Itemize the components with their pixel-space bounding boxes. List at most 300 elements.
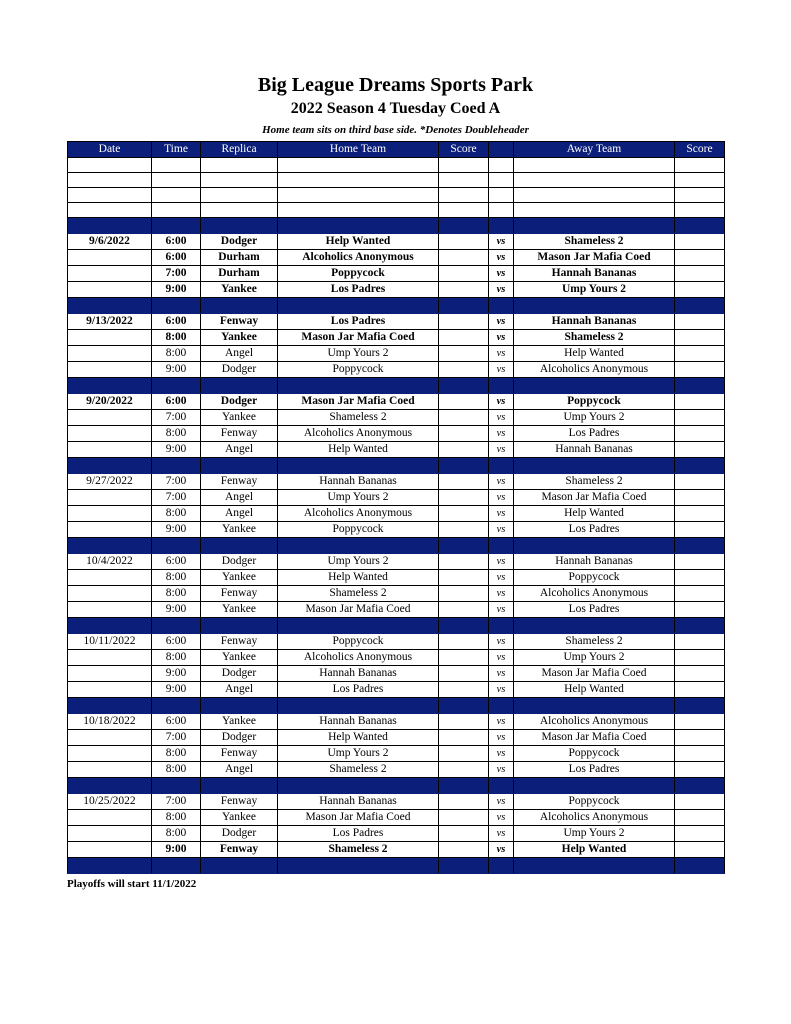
game-row	[68, 666, 725, 682]
home-score	[439, 426, 489, 442]
col-header-home-team: Home Team	[278, 142, 439, 158]
away-score	[675, 426, 725, 442]
home-team: Alcoholics Anonymous	[278, 650, 439, 666]
home-team: Help Wanted	[278, 570, 439, 586]
game-field: Fenway	[201, 426, 278, 442]
home-score	[439, 746, 489, 762]
separator-cell	[514, 778, 675, 794]
game-field: Fenway	[201, 314, 278, 330]
game-row	[68, 490, 725, 506]
home-team: Los Padres	[278, 826, 439, 842]
vs-label: vs	[489, 250, 514, 266]
game-row	[68, 762, 725, 778]
game-date	[68, 362, 152, 378]
home-team: Poppycock	[278, 266, 439, 282]
home-score	[439, 282, 489, 298]
game-field: Yankee	[201, 330, 278, 346]
home-team: Ump Yours 2	[278, 554, 439, 570]
home-team: Los Padres	[278, 682, 439, 698]
game-field: Yankee	[201, 522, 278, 538]
game-field: Yankee	[201, 570, 278, 586]
separator-cell	[675, 218, 725, 234]
away-score	[675, 634, 725, 650]
page-title: Big League Dreams Sports Park	[257, 74, 534, 96]
game-field: Yankee	[201, 410, 278, 426]
game-date: 10/11/2022	[68, 634, 152, 650]
away-team: Poppycock	[514, 794, 675, 810]
separator-cell	[514, 698, 675, 714]
home-team: Mason Jar Mafia Coed	[278, 810, 439, 826]
separator-cell	[514, 538, 675, 554]
away-team: Hannah Bananas	[514, 442, 675, 458]
home-score	[439, 362, 489, 378]
separator-cell	[278, 378, 439, 394]
week-separator	[68, 698, 725, 714]
game-date: 10/25/2022	[68, 794, 152, 810]
away-team: Alcoholics Anonymous	[514, 586, 675, 602]
game-row	[68, 810, 725, 826]
game-row	[68, 714, 725, 730]
week-separator	[68, 298, 725, 314]
game-row	[68, 842, 725, 858]
game-time: 9:00	[152, 602, 201, 618]
away-score	[675, 266, 725, 282]
away-team: Los Padres	[514, 762, 675, 778]
away-team: Ump Yours 2	[514, 826, 675, 842]
separator-cell	[514, 618, 675, 634]
home-score	[439, 506, 489, 522]
vs-label: vs	[489, 522, 514, 538]
separator-cell	[675, 698, 725, 714]
schedule-body	[68, 158, 725, 874]
game-date	[68, 746, 152, 762]
separator-cell	[439, 218, 489, 234]
separator-cell	[278, 858, 439, 874]
away-score	[675, 554, 725, 570]
away-score	[675, 810, 725, 826]
separator-cell	[675, 538, 725, 554]
vs-label: vs	[489, 634, 514, 650]
game-date: 9/6/2022	[68, 234, 152, 250]
away-team: Mason Jar Mafia Coed	[514, 490, 675, 506]
game-row	[68, 682, 725, 698]
game-field: Dodger	[201, 234, 278, 250]
away-score	[675, 410, 725, 426]
away-score	[675, 506, 725, 522]
vs-label: vs	[489, 506, 514, 522]
game-time: 6:00	[152, 314, 201, 330]
separator-cell	[489, 538, 514, 554]
game-field: Angel	[201, 682, 278, 698]
home-team: Los Padres	[278, 314, 439, 330]
home-team: Mason Jar Mafia Coed	[278, 330, 439, 346]
home-team: Shameless 2	[278, 410, 439, 426]
week-separator	[68, 378, 725, 394]
away-score	[675, 762, 725, 778]
separator-cell	[489, 858, 514, 874]
game-time: 8:00	[152, 346, 201, 362]
away-team: Mason Jar Mafia Coed	[514, 730, 675, 746]
game-row	[68, 634, 725, 650]
playoffs-note: Playoffs will start 11/1/2022	[67, 878, 197, 890]
game-date	[68, 682, 152, 698]
away-team: Poppycock	[514, 394, 675, 410]
home-score	[439, 570, 489, 586]
game-date	[68, 522, 152, 538]
game-time: 6:00	[152, 554, 201, 570]
separator-cell	[278, 538, 439, 554]
home-score	[439, 442, 489, 458]
game-time: 9:00	[152, 842, 201, 858]
game-field: Dodger	[201, 394, 278, 410]
home-team: Poppycock	[278, 522, 439, 538]
separator-cell	[152, 618, 201, 634]
game-time: 9:00	[152, 666, 201, 682]
separator-cell	[514, 218, 675, 234]
separator-cell	[439, 778, 489, 794]
home-score	[439, 474, 489, 490]
game-field: Yankee	[201, 602, 278, 618]
separator-cell	[152, 378, 201, 394]
separator-cell	[152, 698, 201, 714]
vs-label: vs	[489, 490, 514, 506]
game-field: Fenway	[201, 794, 278, 810]
away-score	[675, 362, 725, 378]
home-team: Ump Yours 2	[278, 746, 439, 762]
blank-row	[68, 203, 725, 218]
away-score	[675, 826, 725, 842]
blank-row	[68, 173, 725, 188]
vs-label: vs	[489, 570, 514, 586]
game-row	[68, 586, 725, 602]
separator-cell	[152, 858, 201, 874]
separator-cell	[675, 618, 725, 634]
separator-cell	[201, 458, 278, 474]
away-score	[675, 714, 725, 730]
game-row	[68, 554, 725, 570]
game-date	[68, 442, 152, 458]
game-date	[68, 570, 152, 586]
week-separator	[68, 458, 725, 474]
game-date	[68, 666, 152, 682]
game-time: 9:00	[152, 362, 201, 378]
vs-label: vs	[489, 426, 514, 442]
home-team: Ump Yours 2	[278, 490, 439, 506]
game-row	[68, 506, 725, 522]
home-team: Help Wanted	[278, 234, 439, 250]
game-field: Fenway	[201, 634, 278, 650]
home-team: Alcoholics Anonymous	[278, 506, 439, 522]
separator-cell	[514, 458, 675, 474]
game-date	[68, 410, 152, 426]
home-team: Shameless 2	[278, 762, 439, 778]
away-score	[675, 586, 725, 602]
away-team: Help Wanted	[514, 682, 675, 698]
home-team: Alcoholics Anonymous	[278, 250, 439, 266]
game-date	[68, 346, 152, 362]
separator-cell	[152, 298, 201, 314]
game-time: 7:00	[152, 266, 201, 282]
away-team: Los Padres	[514, 426, 675, 442]
away-team: Shameless 2	[514, 634, 675, 650]
separator-cell	[514, 378, 675, 394]
game-time: 8:00	[152, 426, 201, 442]
game-row	[68, 330, 725, 346]
separator-cell	[489, 458, 514, 474]
away-score	[675, 730, 725, 746]
game-field: Durham	[201, 266, 278, 282]
home-team: Shameless 2	[278, 586, 439, 602]
home-team: Help Wanted	[278, 730, 439, 746]
separator-cell	[514, 298, 675, 314]
away-team: Ump Yours 2	[514, 650, 675, 666]
header-row	[68, 142, 725, 158]
separator-cell	[675, 858, 725, 874]
separator-cell	[68, 778, 152, 794]
game-time: 9:00	[152, 682, 201, 698]
game-date	[68, 490, 152, 506]
home-score	[439, 810, 489, 826]
away-score	[675, 490, 725, 506]
home-score	[439, 346, 489, 362]
vs-label: vs	[489, 762, 514, 778]
blank-row	[68, 158, 725, 173]
col-header-replica: Replica	[201, 142, 278, 158]
home-score	[439, 586, 489, 602]
away-score	[675, 794, 725, 810]
vs-label: vs	[489, 730, 514, 746]
separator-cell	[68, 218, 152, 234]
home-score	[439, 330, 489, 346]
game-time: 8:00	[152, 586, 201, 602]
game-time: 9:00	[152, 522, 201, 538]
game-row	[68, 474, 725, 490]
away-team: Ump Yours 2	[514, 410, 675, 426]
vs-label: vs	[489, 410, 514, 426]
separator-cell	[201, 858, 278, 874]
game-row	[68, 794, 725, 810]
game-time: 6:00	[152, 394, 201, 410]
home-team: Hannah Bananas	[278, 714, 439, 730]
vs-label: vs	[489, 826, 514, 842]
game-row	[68, 650, 725, 666]
separator-cell	[278, 298, 439, 314]
game-time: 7:00	[152, 730, 201, 746]
away-score	[675, 474, 725, 490]
col-header-away-team: Away Team	[514, 142, 675, 158]
home-score	[439, 394, 489, 410]
game-field: Durham	[201, 250, 278, 266]
away-score	[675, 346, 725, 362]
separator-cell	[489, 298, 514, 314]
vs-label: vs	[489, 554, 514, 570]
game-time: 7:00	[152, 490, 201, 506]
vs-label: vs	[489, 234, 514, 250]
separator-cell	[489, 378, 514, 394]
game-date	[68, 426, 152, 442]
away-team: Hannah Bananas	[514, 314, 675, 330]
vs-label: vs	[489, 442, 514, 458]
game-field: Yankee	[201, 810, 278, 826]
away-team: Mason Jar Mafia Coed	[514, 250, 675, 266]
home-team: Shameless 2	[278, 842, 439, 858]
home-score	[439, 826, 489, 842]
separator-cell	[68, 618, 152, 634]
game-row	[68, 426, 725, 442]
away-team: Alcoholics Anonymous	[514, 810, 675, 826]
game-date	[68, 250, 152, 266]
game-row	[68, 826, 725, 842]
game-time: 8:00	[152, 506, 201, 522]
schedule-table	[67, 141, 725, 874]
away-team: Los Padres	[514, 602, 675, 618]
game-field: Fenway	[201, 746, 278, 762]
game-field: Dodger	[201, 666, 278, 682]
separator-cell	[68, 298, 152, 314]
home-score	[439, 650, 489, 666]
game-date: 10/4/2022	[68, 554, 152, 570]
home-team: Hannah Bananas	[278, 474, 439, 490]
away-team: Alcoholics Anonymous	[514, 362, 675, 378]
game-time: 9:00	[152, 442, 201, 458]
separator-cell	[201, 618, 278, 634]
separator-cell	[278, 778, 439, 794]
away-team: Hannah Bananas	[514, 266, 675, 282]
col-header-home-score: Score	[439, 142, 489, 158]
away-team: Hannah Bananas	[514, 554, 675, 570]
separator-cell	[68, 378, 152, 394]
separator-cell	[278, 698, 439, 714]
away-team: Help Wanted	[514, 842, 675, 858]
home-score	[439, 842, 489, 858]
separator-cell	[152, 778, 201, 794]
separator-cell	[201, 378, 278, 394]
separator-cell	[439, 618, 489, 634]
game-field: Angel	[201, 346, 278, 362]
separator-cell	[675, 378, 725, 394]
separator-cell	[68, 698, 152, 714]
away-score	[675, 570, 725, 586]
game-row	[68, 442, 725, 458]
away-team: Shameless 2	[514, 330, 675, 346]
week-separator	[68, 218, 725, 234]
separator-cell	[439, 458, 489, 474]
away-score	[675, 842, 725, 858]
home-team: Hannah Bananas	[278, 794, 439, 810]
home-team: Alcoholics Anonymous	[278, 426, 439, 442]
home-score	[439, 794, 489, 810]
vs-label: vs	[489, 330, 514, 346]
week-separator	[68, 778, 725, 794]
vs-label: vs	[489, 842, 514, 858]
week-separator	[68, 538, 725, 554]
home-score	[439, 266, 489, 282]
vs-label: vs	[489, 666, 514, 682]
away-score	[675, 314, 725, 330]
away-team: Shameless 2	[514, 474, 675, 490]
game-date	[68, 842, 152, 858]
home-score	[439, 234, 489, 250]
game-date	[68, 586, 152, 602]
game-row	[68, 266, 725, 282]
home-team: Hannah Bananas	[278, 666, 439, 682]
game-time: 7:00	[152, 794, 201, 810]
game-field: Angel	[201, 442, 278, 458]
vs-label: vs	[489, 314, 514, 330]
game-time: 8:00	[152, 570, 201, 586]
game-row	[68, 346, 725, 362]
home-score	[439, 666, 489, 682]
away-team: Help Wanted	[514, 346, 675, 362]
separator-cell	[68, 538, 152, 554]
home-score	[439, 634, 489, 650]
blank-row	[68, 188, 725, 203]
home-team: Ump Yours 2	[278, 346, 439, 362]
vs-label: vs	[489, 282, 514, 298]
vs-label: vs	[489, 474, 514, 490]
game-date	[68, 602, 152, 618]
separator-cell	[489, 778, 514, 794]
game-row	[68, 362, 725, 378]
home-score	[439, 522, 489, 538]
separator-cell	[439, 858, 489, 874]
home-score	[439, 714, 489, 730]
vs-label: vs	[489, 810, 514, 826]
home-team: Los Padres	[278, 282, 439, 298]
game-row	[68, 746, 725, 762]
away-team: Ump Yours 2	[514, 282, 675, 298]
away-score	[675, 250, 725, 266]
separator-cell	[278, 618, 439, 634]
separator-cell	[201, 218, 278, 234]
game-field: Angel	[201, 762, 278, 778]
home-score	[439, 682, 489, 698]
separator-cell	[489, 618, 514, 634]
game-row	[68, 730, 725, 746]
col-header-away-score: Score	[675, 142, 725, 158]
separator-cell	[201, 698, 278, 714]
home-score	[439, 250, 489, 266]
game-time: 6:00	[152, 250, 201, 266]
home-score	[439, 554, 489, 570]
game-date: 9/27/2022	[68, 474, 152, 490]
game-date	[68, 730, 152, 746]
vs-label: vs	[489, 394, 514, 410]
week-separator	[68, 858, 725, 874]
away-team: Shameless 2	[514, 234, 675, 250]
game-time: 8:00	[152, 650, 201, 666]
game-date	[68, 266, 152, 282]
separator-cell	[514, 858, 675, 874]
game-field: Dodger	[201, 362, 278, 378]
game-field: Yankee	[201, 650, 278, 666]
game-time: 8:00	[152, 746, 201, 762]
game-field: Fenway	[201, 586, 278, 602]
col-header-vs	[489, 142, 514, 158]
game-date	[68, 330, 152, 346]
home-score	[439, 490, 489, 506]
separator-cell	[152, 538, 201, 554]
away-score	[675, 442, 725, 458]
separator-cell	[278, 218, 439, 234]
col-header-date: Date	[68, 142, 152, 158]
away-score	[675, 522, 725, 538]
separator-cell	[201, 538, 278, 554]
game-field: Dodger	[201, 730, 278, 746]
home-team: Poppycock	[278, 634, 439, 650]
vs-label: vs	[489, 346, 514, 362]
away-score	[675, 602, 725, 618]
